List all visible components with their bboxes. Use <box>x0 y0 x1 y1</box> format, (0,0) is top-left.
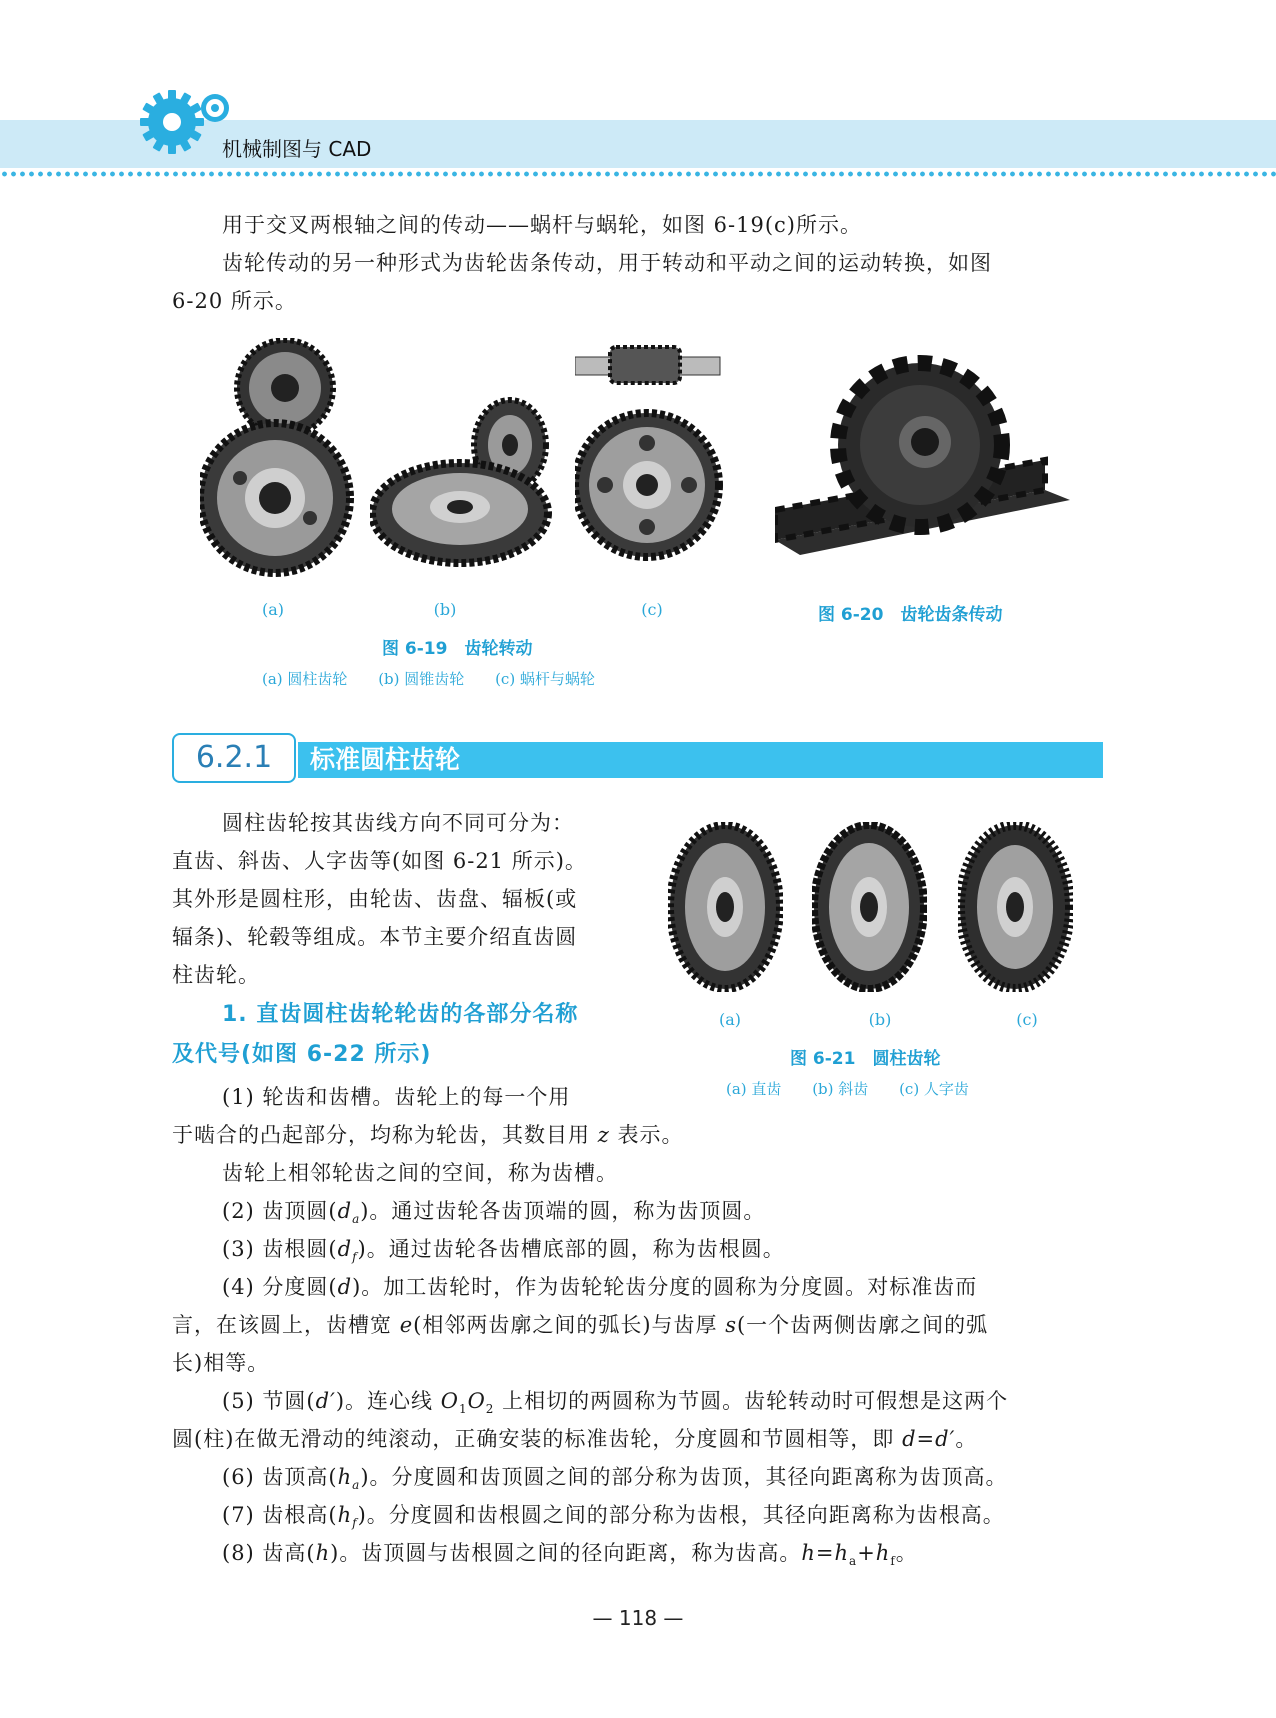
spur-gear-pair-image <box>200 338 360 588</box>
fig-6-19-label-b: (b) <box>433 600 457 619</box>
section-heading <box>172 733 1103 783</box>
fig-6-19-title: 图 6-19 齿轮转动 <box>382 639 533 659</box>
fig-6-19-item-c: (c) 蜗杆与蜗轮 <box>495 670 595 688</box>
fig-6-21-title: 图 6-21 圆柱齿轮 <box>790 1049 941 1069</box>
body-line-5: 柱齿轮。 <box>172 963 260 987</box>
def-1-line-2: 于啮合的凸起部分，均称为轮齿，其数目用 z 表示。 <box>172 1123 684 1147</box>
def-1-line-3: 齿轮上相邻轮齿之间的空间，称为齿槽。 <box>222 1161 618 1185</box>
fig-6-21-item-c: (c) 人字齿 <box>899 1080 969 1098</box>
def-4-line-2: 言，在该圆上，齿槽宽 e(相邻两齿廓之间的弧长)与齿厚 s(一个齿两侧齿廓之间的弧 <box>172 1313 989 1337</box>
fig-6-20-title: 图 6-20 齿轮齿条传动 <box>818 605 1003 625</box>
bevel-gear-pair-image <box>370 395 560 570</box>
page-number: — 118 — <box>592 1606 684 1630</box>
intro-line-1: 用于交叉两根轴之间的传动——蜗杆与蜗轮，如图 6-19(c)所示。 <box>222 213 862 237</box>
def-5-line-2: 圆(柱)在做无滑动的纯滚动，正确安装的标准齿轮，分度圆和节圆相等，即 d=d′。 <box>172 1427 978 1451</box>
subheading-line-2: 及代号(如图 6-22 所示) <box>172 1042 432 1067</box>
fig-6-21-label-c: (c) <box>1016 1010 1038 1029</box>
intro-line-2: 齿轮传动的另一种形式为齿轮齿条传动，用于转动和平动之间的运动转换，如图 <box>222 251 992 275</box>
def-1-line-1: (1) 轮齿和齿槽。齿轮上的每一个用 <box>222 1085 571 1109</box>
fig-6-21-item-b: (b) 斜齿 <box>812 1080 869 1098</box>
rack-and-pinion-image <box>775 350 1075 575</box>
def-7: (7) 齿根高$(h_f)$。分度圆和齿根圆之间的部分称为齿根，其径向距离称为齿根高。 <box>222 1503 1005 1531</box>
def-6: (6) 齿顶高$(h_a)$。分度圆和齿顶圆之间的部分称为齿顶，其径向距离称为齿顶高。 <box>222 1465 1008 1493</box>
def-4-line-3: 长)相等。 <box>172 1351 270 1375</box>
def-3: (3) 齿根圆$(d_f)$。通过齿轮各齿槽底部的圆，称为齿根圆。 <box>222 1237 785 1265</box>
section-title: 标准圆柱齿轮 <box>298 742 1103 778</box>
def-8: (8) 齿高(h)。齿顶圆与齿根圆之间的径向距离，称为齿高。$h=h_a+h_f$。 <box>222 1541 918 1569</box>
fig-6-19-items <box>262 668 621 689</box>
fig-6-19-label-c: (c) <box>641 600 663 619</box>
fig-6-19-item-b: (b) 圆锥齿轮 <box>378 670 465 688</box>
helical-gear-image <box>812 822 927 992</box>
subheading-line-1: 1. 直齿圆柱齿轮轮齿的各部分名称 <box>222 1002 579 1027</box>
def-5-line-1: (5) 节圆(d′)。连心线 $O_1O_2$ 上相切的两圆称为节圆。齿轮转动时可假想是这两个 <box>222 1389 1009 1417</box>
book-title: 机械制图与 CAD <box>222 137 372 161</box>
fig-6-21-items <box>726 1078 995 1099</box>
body-line-4: 辐条)、轮毂等组成。本节主要介绍直齿圆 <box>172 925 578 949</box>
straight-spur-gear-image <box>668 822 783 992</box>
body-line-2: 直齿、斜齿、人字齿等(如图 6-21 所示)。 <box>172 849 587 873</box>
header-dotted-line <box>0 170 1276 178</box>
herringbone-gear-image <box>958 822 1073 992</box>
fig-6-21-label-a: (a) <box>718 1010 742 1029</box>
fig-6-21-label-b: (b) <box>868 1010 892 1029</box>
def-4-line-1: (4) 分度圆(d)。加工齿轮时，作为齿轮轮齿分度的圆称为分度圆。对标准齿而 <box>222 1275 978 1299</box>
fig-6-21-item-a: (a) 直齿 <box>726 1080 782 1098</box>
def-2: (2) 齿顶圆$(d_a)$。通过齿轮各齿顶端的圆，称为齿顶圆。 <box>222 1199 766 1227</box>
worm-gear-image <box>575 345 725 580</box>
fig-6-19-item-a: (a) 圆柱齿轮 <box>262 670 348 688</box>
body-line-1: 圆柱齿轮按其齿线方向不同可分为： <box>222 811 574 835</box>
fig-6-19-label-a: (a) <box>261 600 285 619</box>
section-number: 6.2.1 <box>172 733 296 783</box>
intro-line-3: 6-20 所示。 <box>172 289 297 313</box>
body-line-3: 其外形是圆柱形，由轮齿、齿盘、辐板(或 <box>172 887 578 911</box>
